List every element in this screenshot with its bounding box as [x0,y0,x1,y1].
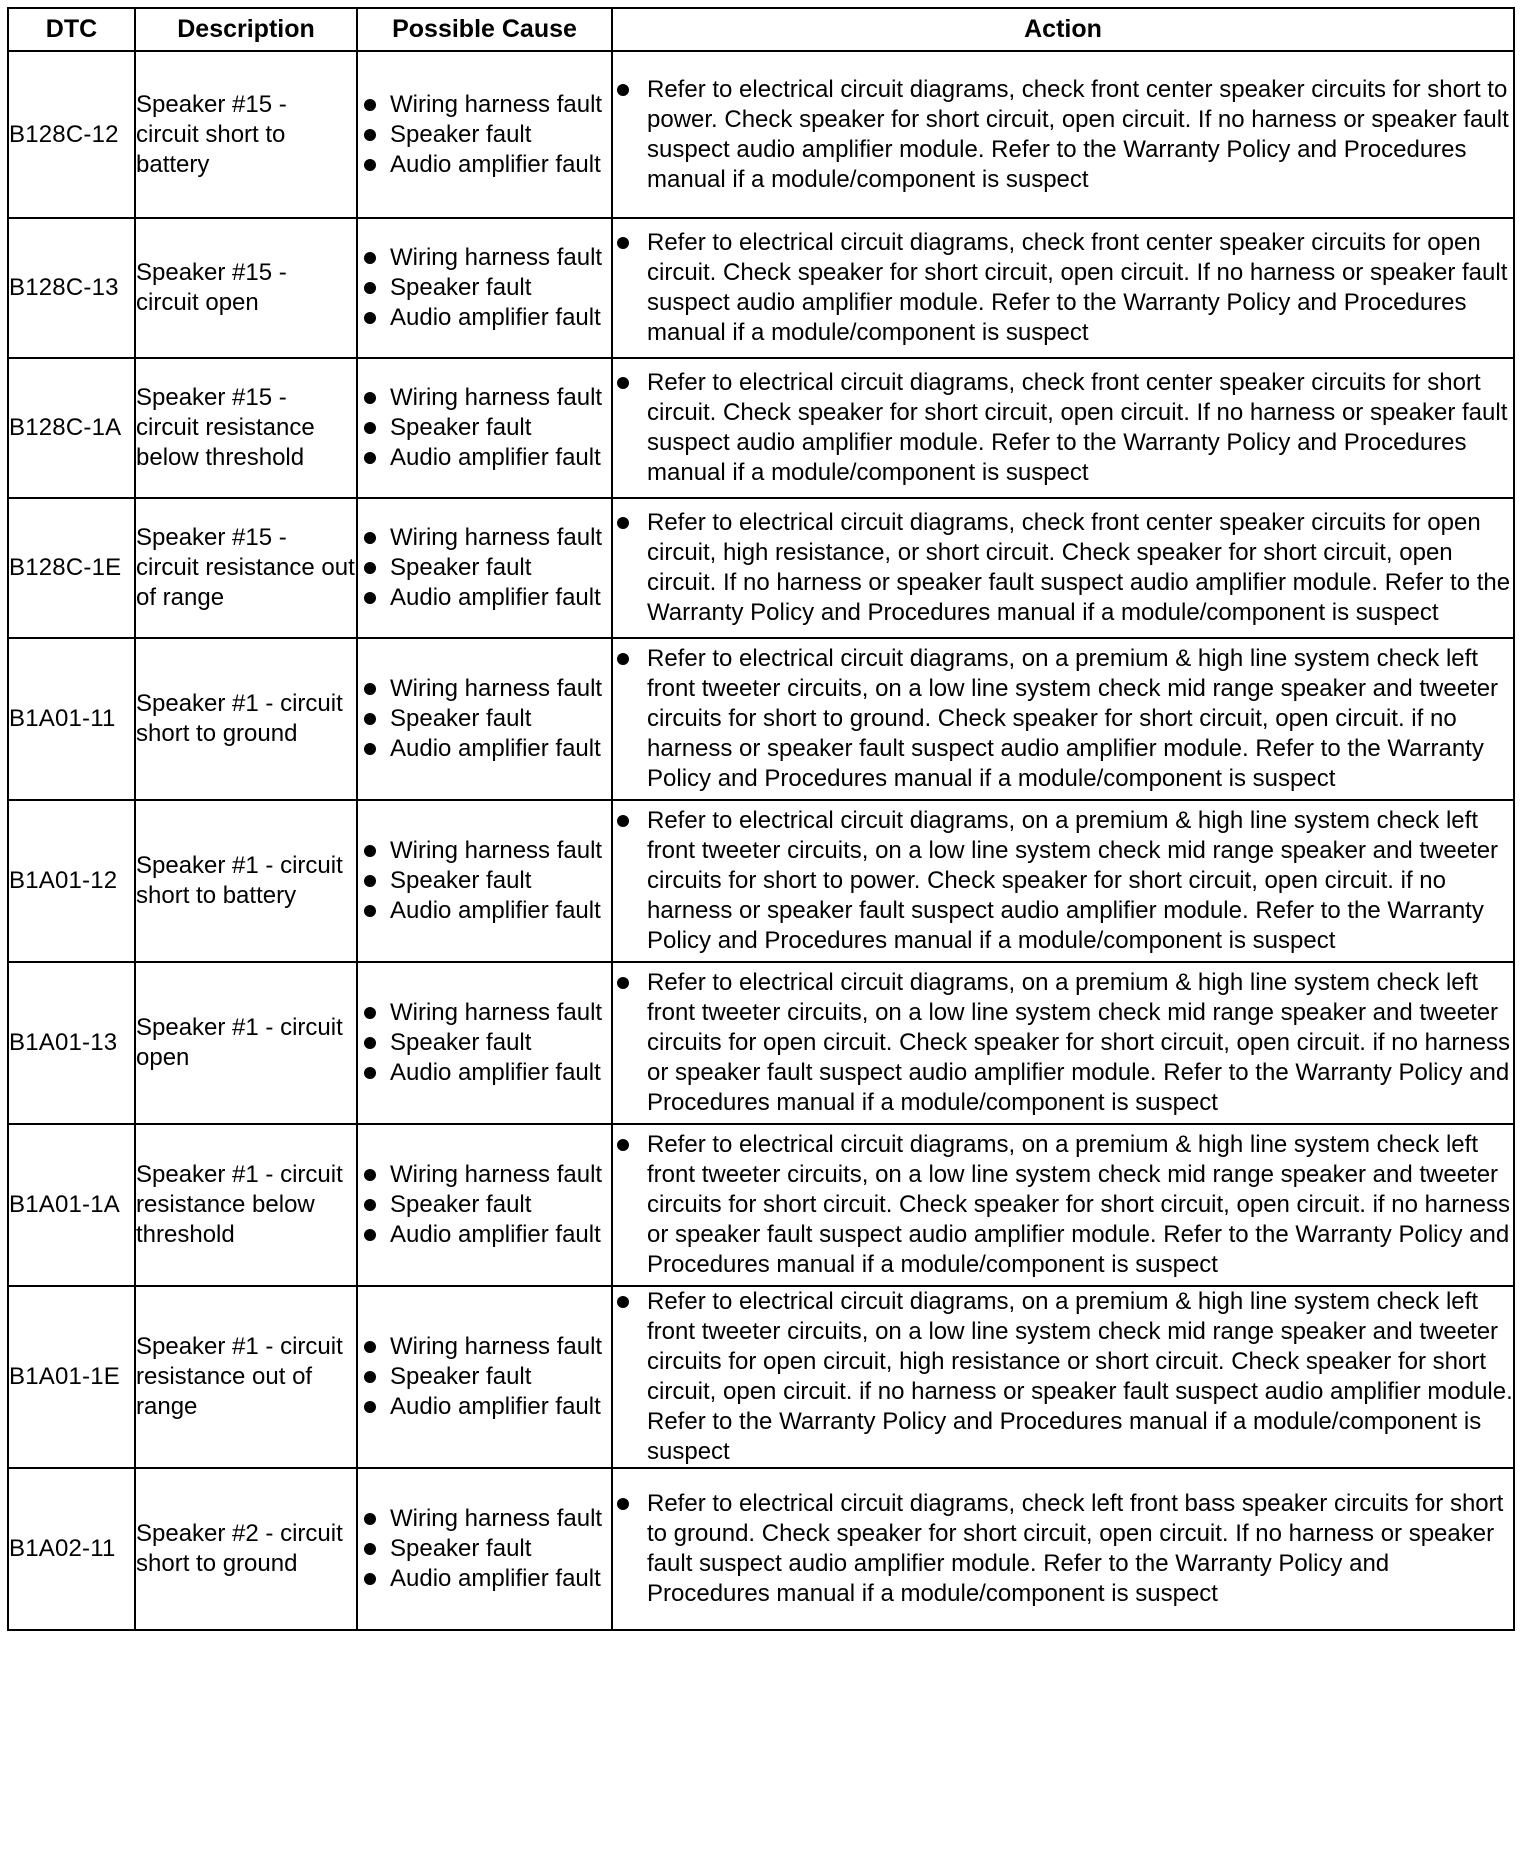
action-text: Refer to electrical circuit diagrams, on a premium & high line system check left front tweeter circuits, on a low line system check mid range speaker and tweeter circuits for open circuit, high resistance or short circuit. Check speaker for short circuit, open circuit. if no harness or speaker fault suspect audio amplifier module. Refer to the Warranty Policy and Procedures manual if a module/component is suspect [613,1287,1513,1467]
dtc-description: Speaker #15 - circuit resistance below threshold [135,358,357,498]
action-list [613,806,1513,956]
possible-cause-item: Audio amplifier fault [358,1392,611,1422]
action-list [613,968,1513,1118]
possible-cause-cell [357,1286,612,1468]
possible-cause-list [358,1332,611,1422]
possible-cause-cell [357,1124,612,1286]
dtc-code: B1A01-11 [8,638,135,800]
dtc-description: Speaker #1 - circuit resistance below threshold [135,1124,357,1286]
possible-cause-item: Speaker fault [358,866,611,896]
possible-cause-item: Speaker fault [358,1534,611,1564]
table-body [8,51,1514,1630]
dtc-description: Speaker #2 - circuit short to ground [135,1468,357,1630]
dtc-code: B128C-1A [8,358,135,498]
action-text: Refer to electrical circuit diagrams, check front center speaker circuits for open circuit, high resistance, or short circuit. Check speaker for short circuit, open circuit. If no harness or speaker fault suspect audio amplifier module. Refer to the Warranty Policy and Procedures manual if a module/component is suspect [613,508,1513,628]
dtc-code: B1A02-11 [8,1468,135,1630]
possible-cause-item: Wiring harness fault [358,836,611,866]
possible-cause-cell [357,800,612,962]
action-cell [612,962,1514,1124]
possible-cause-list [358,1504,611,1594]
possible-cause-cell [357,962,612,1124]
table-row [8,358,1514,498]
possible-cause-list [358,674,611,764]
table-row [8,800,1514,962]
action-cell [612,800,1514,962]
possible-cause-list [358,1160,611,1250]
dtc-description: Speaker #15 - circuit short to battery [135,51,357,218]
header-description: Description [135,8,357,51]
possible-cause-item: Wiring harness fault [358,674,611,704]
dtc-code: B128C-12 [8,51,135,218]
possible-cause-cell [357,498,612,638]
possible-cause-cell [357,1468,612,1630]
dtc-table [7,7,1515,1631]
possible-cause-item: Wiring harness fault [358,90,611,120]
possible-cause-item: Wiring harness fault [358,998,611,1028]
possible-cause-cell [357,218,612,358]
dtc-description: Speaker #15 - circuit open [135,218,357,358]
possible-cause-item: Audio amplifier fault [358,583,611,613]
possible-cause-item: Speaker fault [358,1362,611,1392]
dtc-code: B1A01-1A [8,1124,135,1286]
action-cell [612,1286,1514,1468]
action-cell [612,498,1514,638]
table-row [8,1468,1514,1630]
possible-cause-item: Speaker fault [358,1190,611,1220]
possible-cause-list [358,836,611,926]
action-list [613,75,1513,195]
dtc-description: Speaker #1 - circuit resistance out of range [135,1286,357,1468]
action-cell [612,1124,1514,1286]
action-text: Refer to electrical circuit diagrams, on a premium & high line system check left front tweeter circuits, on a low line system check mid range speaker and tweeter circuits for open circuit. Check speaker for short circuit, open circuit. if no harness or speaker fault suspect audio amplifier module. Refer to the Warranty Policy and Procedures manual if a module/component is suspect [613,968,1513,1118]
table-row [8,218,1514,358]
action-cell [612,1468,1514,1630]
possible-cause-list [358,243,611,333]
possible-cause-item: Audio amplifier fault [358,1058,611,1088]
table-row [8,51,1514,218]
header-possible-cause: Possible Cause [357,8,612,51]
table-row [8,638,1514,800]
possible-cause-item: Audio amplifier fault [358,896,611,926]
possible-cause-item: Wiring harness fault [358,1160,611,1190]
possible-cause-item: Speaker fault [358,704,611,734]
action-text: Refer to electrical circuit diagrams, check front center speaker circuits for short to power. Check speaker for short circuit, open circuit. If no harness or speaker fault suspect audio amplifier module. Refer to the Warranty Policy and Procedures manual if a module/component is suspect [613,75,1513,195]
action-text: Refer to electrical circuit diagrams, check front center speaker circuits for short circuit. Check speaker for short circuit, open circuit. If no harness or speaker fault suspect audio amplifier module. Refer to the Warranty Policy and Procedures manual if a module/component is suspect [613,368,1513,488]
table-row [8,1286,1514,1468]
possible-cause-item: Speaker fault [358,553,611,583]
dtc-description: Speaker #1 - circuit short to ground [135,638,357,800]
action-list [613,228,1513,348]
table-row [8,498,1514,638]
possible-cause-list [358,383,611,473]
table-row [8,1124,1514,1286]
possible-cause-item: Wiring harness fault [358,1504,611,1534]
possible-cause-item: Wiring harness fault [358,383,611,413]
possible-cause-item: Speaker fault [358,273,611,303]
action-list [613,368,1513,488]
header-action: Action [612,8,1514,51]
action-list [613,644,1513,794]
action-list [613,1130,1513,1280]
table-row [8,962,1514,1124]
action-text: Refer to electrical circuit diagrams, on a premium & high line system check left front tweeter circuits, on a low line system check mid range speaker and tweeter circuits for short to power. Check speaker for short circuit, open circuit. if no harness or speaker fault suspect audio amplifier module. Refer to the Warranty Policy and Procedures manual if a module/component is suspect [613,806,1513,956]
possible-cause-item: Speaker fault [358,413,611,443]
possible-cause-item: Wiring harness fault [358,523,611,553]
possible-cause-item: Speaker fault [358,120,611,150]
action-list [613,1287,1513,1467]
action-text: Refer to electrical circuit diagrams, on a premium & high line system check left front tweeter circuits, on a low line system check mid range speaker and tweeter circuits for short circuit. Check speaker for short circuit, open circuit. if no harness or speaker fault suspect audio amplifier module. Refer to the Warranty Policy and Procedures manual if a module/component is suspect [613,1130,1513,1280]
dtc-code: B128C-13 [8,218,135,358]
possible-cause-item: Audio amplifier fault [358,443,611,473]
possible-cause-item: Wiring harness fault [358,243,611,273]
possible-cause-cell [357,51,612,218]
possible-cause-item: Audio amplifier fault [358,1564,611,1594]
action-cell [612,218,1514,358]
possible-cause-item: Wiring harness fault [358,1332,611,1362]
possible-cause-item: Audio amplifier fault [358,1220,611,1250]
header-row [8,8,1514,51]
possible-cause-list [358,523,611,613]
possible-cause-item: Audio amplifier fault [358,303,611,333]
action-cell [612,358,1514,498]
action-list [613,508,1513,628]
action-cell [612,638,1514,800]
action-list [613,1489,1513,1609]
dtc-description: Speaker #1 - circuit open [135,962,357,1124]
dtc-code: B1A01-1E [8,1286,135,1468]
possible-cause-item: Audio amplifier fault [358,734,611,764]
action-text: Refer to electrical circuit diagrams, check left front bass speaker circuits for short to ground. Check speaker for short circuit, open circuit. If no harness or speaker fault suspect audio amplifier module. Refer to the Warranty Policy and Procedures manual if a module/component is suspect [613,1489,1513,1609]
possible-cause-item: Audio amplifier fault [358,150,611,180]
dtc-code: B1A01-12 [8,800,135,962]
possible-cause-list [358,998,611,1088]
action-text: Refer to electrical circuit diagrams, check front center speaker circuits for open circuit. Check speaker for short circuit, open circuit. If no harness or speaker fault suspect audio amplifier module. Refer to the Warranty Policy and Procedures manual if a module/component is suspect [613,228,1513,348]
action-cell [612,51,1514,218]
header-dtc: DTC [8,8,135,51]
dtc-code: B1A01-13 [8,962,135,1124]
action-text: Refer to electrical circuit diagrams, on a premium & high line system check left front tweeter circuits, on a low line system check mid range speaker and tweeter circuits for short to ground. Check speaker for short circuit, open circuit. if no harness or speaker fault suspect audio amplifier module. Refer to the Warranty Policy and Procedures manual if a module/component is suspect [613,644,1513,794]
possible-cause-item: Speaker fault [358,1028,611,1058]
dtc-code: B128C-1E [8,498,135,638]
dtc-description: Speaker #15 - circuit resistance out of range [135,498,357,638]
dtc-description: Speaker #1 - circuit short to battery [135,800,357,962]
possible-cause-list [358,90,611,180]
possible-cause-cell [357,358,612,498]
possible-cause-cell [357,638,612,800]
